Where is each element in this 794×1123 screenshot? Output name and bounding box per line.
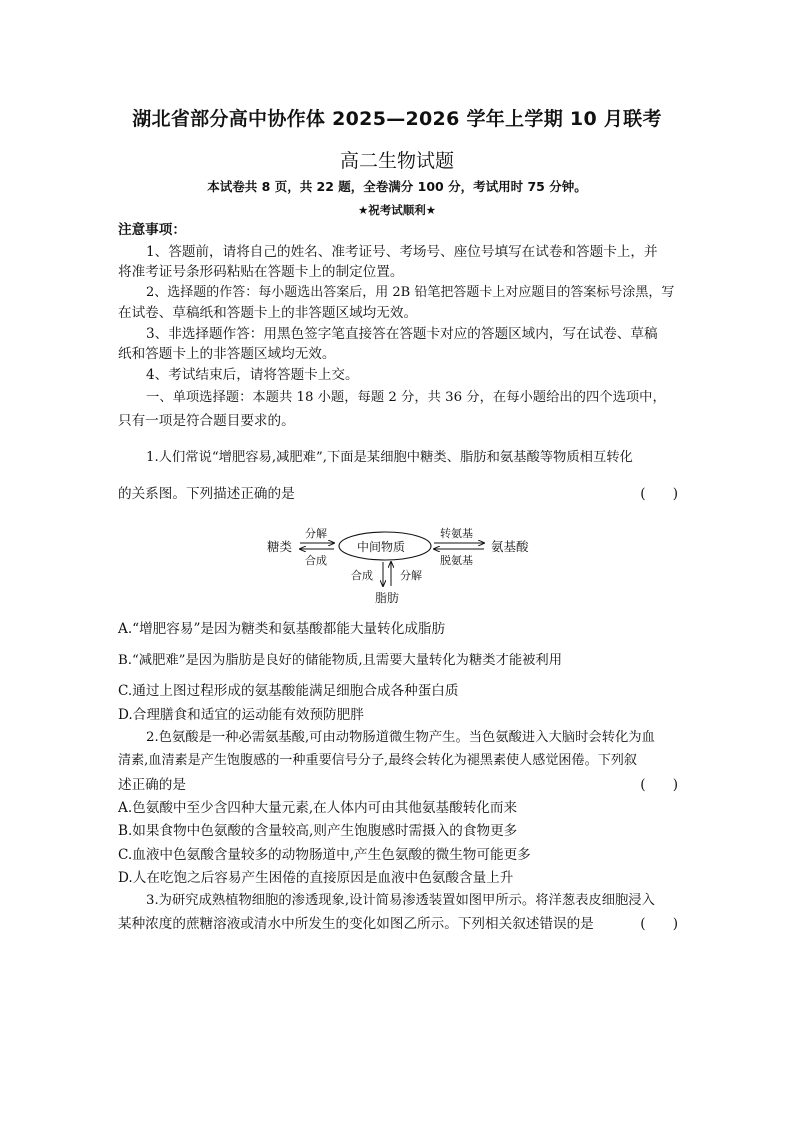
q2-stem-line1: 2.色氨酸是一种必需氨基酸,可由动物肠道微生物产生。当色氨酸进入大脑时会转化为血 [146,730,655,745]
notice-item-2-cont: 在试卷、草稿纸和答题卡上的非答题区域均无效。 [118,305,418,321]
notice-item-1: 1、答题前，请将自己的姓名、准考证号、考场号、座位号填写在试卷和答题卡上，并 [146,244,658,260]
diagram-fat-label: 脂肪 [375,591,400,605]
notice-item-3-cont: 纸和答题卡上的非答题区域均无效。 [118,346,336,362]
q1-stem-line2: 的关系图。下列描述正确的是 [118,486,295,502]
diagram-decompose-top: 分解 [305,527,327,540]
q2-stem-line2: 清素,血清素是产生饱腹感的一种重要信号分子,最终会转化为褪黑素使人感觉困倦。下列叙 [118,753,637,768]
q1-conversion-diagram [0,522,794,612]
diagram-amino-label: 氨基酸 [491,539,529,554]
exam-subtitle: 高二生物试题 [339,150,454,172]
notice-item-4: 4、考试结束后，请将答题卡上交。 [146,367,359,383]
q2-stem-line3: 述正确的是 [118,777,186,793]
section-heading-cont: 只有一项是符合题目要求的。 [118,413,295,429]
q1-answer-paren: ( ) [640,486,678,502]
q1-stem-line1: 1.人们常说“增肥容易,减肥难”,下面是某细胞中糖类、脂肪和氨基酸等物质相互转化 [146,450,633,465]
q1-option-d: D.合理膳食和适宜的运动能有效预防肥胖 [118,707,364,723]
q1-option-b: B.“减肥难”是因为脂肪是良好的储能物质,且需要大量转化为糖类才能被利用 [118,653,563,668]
q3-stem-line2: 某种浓度的蔗糖溶液或清水中所发生的变化如图乙所示。下列相关叙述错误的是 [118,916,594,932]
notice-item-1-cont: 将准考证号条形码粘贴在答题卡上的制定位置。 [118,264,404,280]
q3-stem-line2-row [118,914,678,934]
q2-option-a: A.色氨酸中至少含四种大量元素,在人体内可由其他氨基酸转化而来 [118,800,518,816]
notice-item-3: 3、非选择题作答：用黑色签字笔直接答在答题卡对应的答题区域内，写在试卷、草稿 [146,326,658,342]
q2-stem-line3-row [118,775,678,795]
q3-answer-paren: ( ) [640,916,678,932]
diagram-synthesize-bottom: 合成 [305,554,327,567]
diagram-synthesize-vertical: 合成 [351,569,373,582]
exam-title: 湖北省部分高中协作体 2025—2026 学年上学期 10 月联考 [132,108,662,130]
q1-option-c: C.通过上图过程形成的氨基酸能满足细胞合成各种蛋白质 [118,683,459,699]
diagram-deamination: 脱氨基 [440,554,473,567]
q2-option-b: B.如果食物中色氨酸的含量较高,则产生饱腹感时需摄入的食物更多 [118,823,518,839]
notice-item-2: 2、选择题的作答：每小题选出答案后，用 2B 铅笔把答题卡上对应题目的答案标号涂黑，写 [146,285,675,300]
section-heading: 一、单项选择题：本题共 18 小题，每题 2 分，共 36 分，在每小题给出的四个选项中， [146,390,666,405]
exam-info: 本试卷共 8 页，共 22 题，全卷满分 100 分，考试用时 75 分钟。 [207,179,587,194]
q2-option-c: C.血液中色氨酸含量较多的动物肠道中,产生色氨酸的微生物可能更多 [118,847,531,863]
diagram-sugar-label: 糖类 [267,539,293,554]
q3-stem-line1: 3.为研究成熟植物细胞的渗透现象,设计简易渗透装置如图甲所示。将洋葱表皮细胞浸入 [146,893,655,908]
q2-option-d: D.人在吃饱之后容易产生困倦的直接原因是血液中色氨酸含量上升 [118,870,514,886]
q1-stem-line2-row [118,484,678,504]
diagram-transamination: 转氨基 [440,527,473,540]
q2-answer-paren: ( ) [640,777,678,793]
good-luck-line: ★祝考试顺利★ [357,203,437,217]
diagram-decompose-vertical: 分解 [400,569,422,582]
q1-option-a: A.“增肥容易”是因为糖类和氨基酸都能大量转化成脂肪 [118,621,446,637]
diagram-middle-label: 中间物质 [357,540,406,554]
notice-heading: 注意事项： [118,222,186,238]
